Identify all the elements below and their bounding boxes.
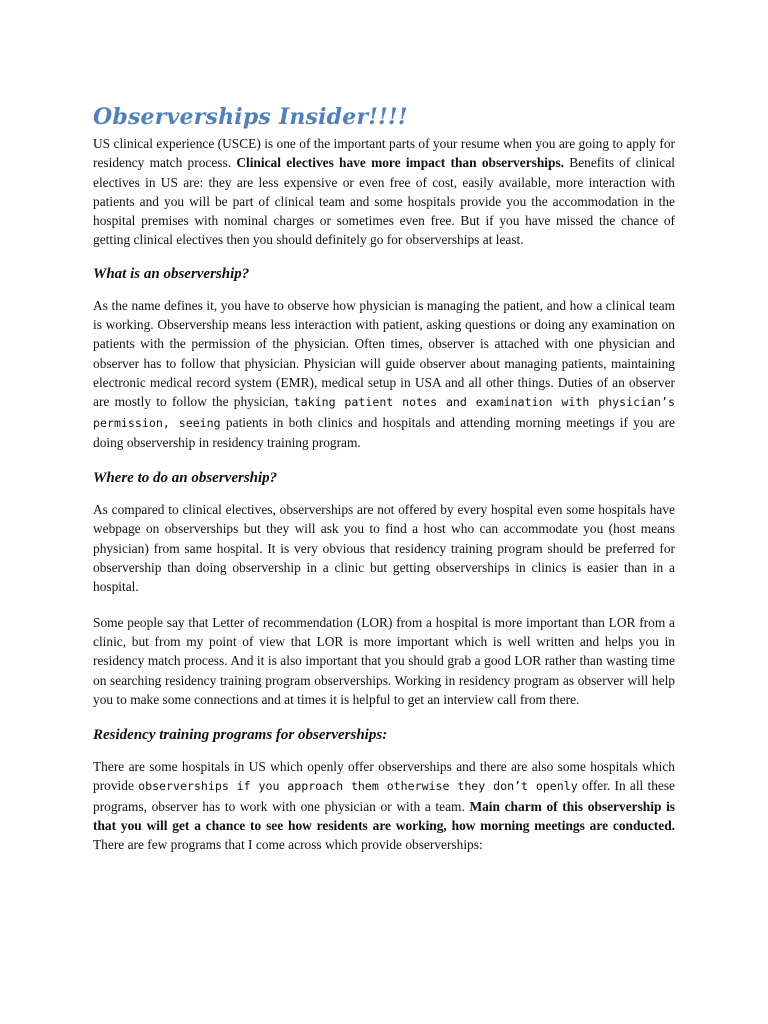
section-heading-where: Where to do an observership? xyxy=(93,470,278,487)
intro-text-1: US clinical experience (USCE) is one of the important parts of your resume when you are going to apply for residency match process. xyxy=(93,136,675,171)
where-paragraph-1: As compared to clinical electives, observerships are not offered by every hospital even some hospitals have webpage on observerships but they will ask you to find a host who can accommodate you (host means physician) from same hospital. It is very obvious that residency training program should be preferred for observership than doing observership in a clinic but getting observerships in clinics is easier than in a hospital. xyxy=(93,502,675,595)
intro-bold-statement: Clinical electives have more impact than observerships. xyxy=(236,155,565,171)
residency-mono-text: observerships if you approach them otherwise they don’t openly xyxy=(138,779,578,794)
what-is-text-2: patients in both clinics and hospitals and attending morning meetings if you are doing observership in residency training program. xyxy=(93,414,675,450)
what-is-mono-text: taking patient notes and examination with physician’s permission, seeing xyxy=(93,395,675,430)
residency-text-2: offer. In all these programs, observer has to work with one physician or with a team. xyxy=(93,778,675,814)
document-page xyxy=(93,104,675,871)
intro-paragraph xyxy=(93,134,675,250)
intro-text-2: Benefits of clinical electives in US are: they are less expensive or even free of cost, easily available, more interaction with patients and you will be part of clinical team and some hospitals provide you the accommodation in the hospital premises with nominal charges or sometimes even free. But if you have missed the chance of getting clinical electives then you should definitely go for observerships at least. xyxy=(93,155,675,248)
what-is-paragraph xyxy=(93,296,675,452)
what-is-text-1: As the name defines it, you have to observe how physician is managing the patient, and how a clinical team is working. Observership means less interaction with patient, asking questions or doing any examination on patients with the permission of the physician. Often times, observer is attached with one physician and observer has to follow that physician. Physician will guide observer about managing patients, maintaining electronic medical record system (EMR), medical setup in USA and all other things. Duties of an observer are mostly to follow the physician, xyxy=(93,297,675,410)
residency-bold-statement: Main charm of this observership is that you will get a chance to see how residents are working, how morning meetings are conducted. xyxy=(93,798,676,834)
residency-paragraph xyxy=(93,757,675,854)
section-heading-residency-programs: Residency training programs for observerships: xyxy=(93,727,388,744)
section-heading-what-is: What is an observership? xyxy=(93,265,250,282)
where-paragraph-2: Some people say that Letter of recommendation (LOR) from a hospital is more important than LOR from a clinic, but from my point of view that LOR is more important which is well written and helps you in residency match process. And it is also important that you should grab a good LOR rather than wasting time on searching residency training program observerships. Working in residency program as observer will help you to make some connections and at times it is helpful to get an interview call from there. xyxy=(93,614,675,707)
residency-text-3: There are few programs that I come across which provide observerships: xyxy=(93,837,483,853)
residency-text-1: There are some hospitals in US which openly offer observerships and there are also some hospitals which provide xyxy=(93,759,675,794)
document-title: Observerships Insider!!!! xyxy=(93,104,408,130)
